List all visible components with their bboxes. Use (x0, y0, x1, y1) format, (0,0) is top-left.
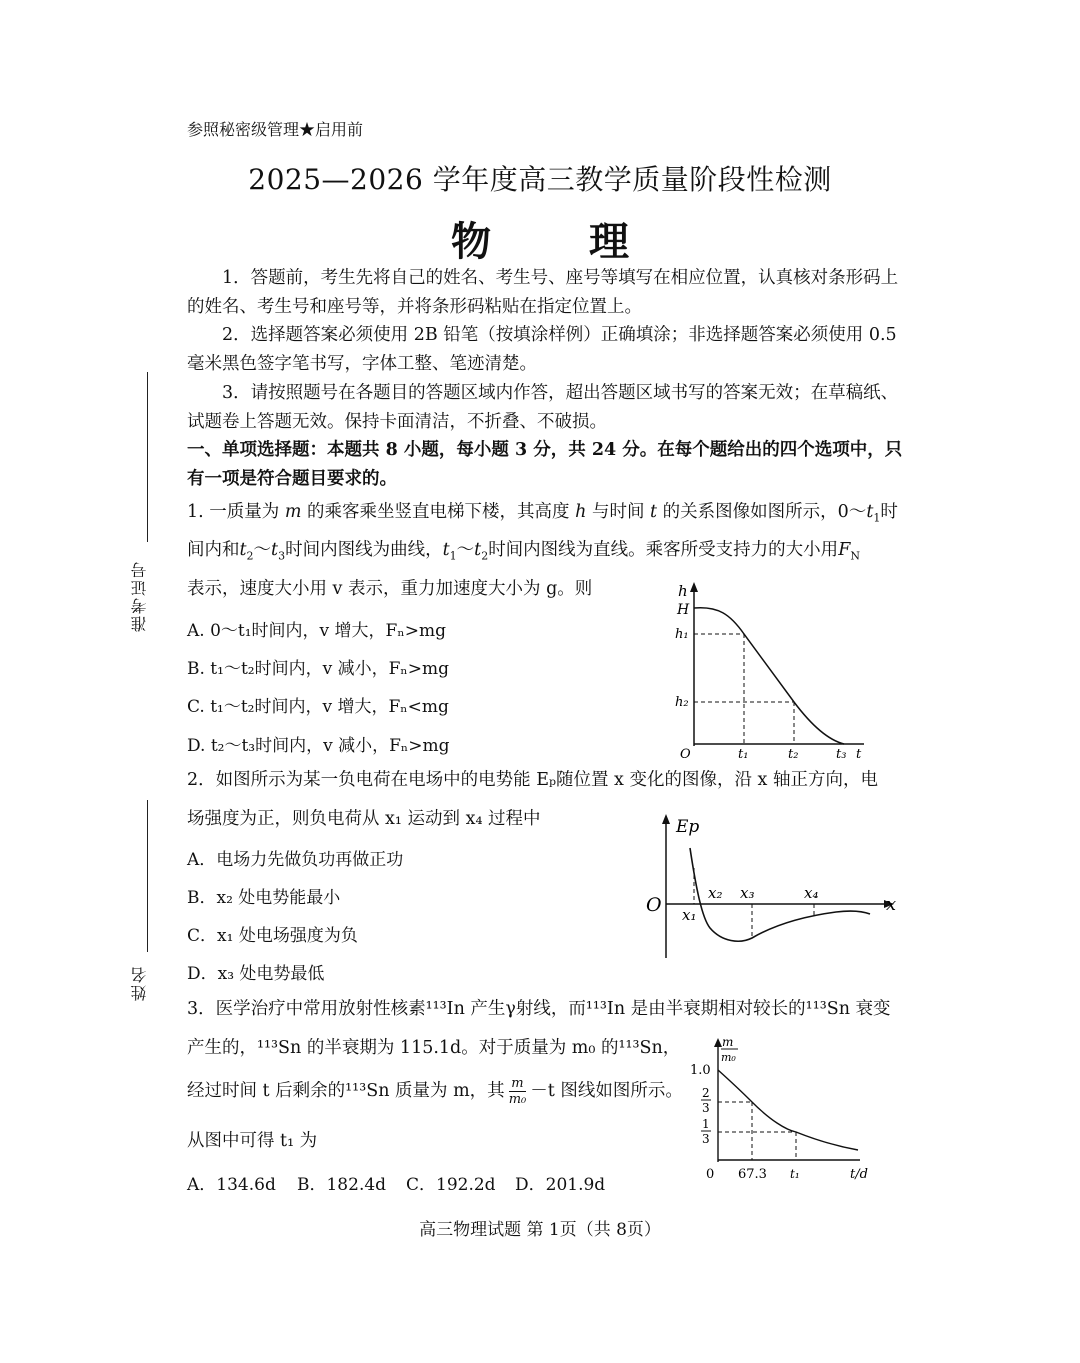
q1-tick-t: t (856, 747, 862, 760)
q1-y-arrow (690, 582, 698, 592)
q3-option-c[interactable]: C．192.2d (406, 1175, 496, 1195)
q1-stem-line2: 间内和$t_2\sim t_3$时间内图线为曲线，$t_1\sim t_2$时间内图线为直线。乘客所受支持力的大小用$F_N$ (187, 540, 860, 563)
q3-stem-line3: 经过时间 t 后剩余的¹¹³Sn 质量为 m，其 $\frac{m}{\text{m₀}}$ －t 图线如图所示。 (187, 1076, 683, 1107)
note-2: 2．选择题答案必须使用 2B 铅笔（按填涂样例）正确填涂；非选择题答案必须使用 0.5 毫米黑色签字笔书写，字体工整、笔迹清楚。 (187, 325, 897, 374)
q1-tick-t1: t₁ (738, 747, 749, 760)
q3-stem-line2: 产生的，¹¹³Sn 的半衰期为 115.1d。对于质量为 m₀ 的¹¹³Sn， (187, 1038, 681, 1058)
q1-option-a[interactable]: A. 0～t₁时间内，v 增大，Fₙ>mg (187, 621, 446, 641)
note-3: 3．请按照题号在各题目的答题区域内作答，超出答题区域书写的答案无效；在草稿纸、试题卷上答题无效。保持卡面清洁，不折叠、不破损。 (187, 383, 899, 432)
q3-option-d[interactable]: D．201.9d (515, 1175, 606, 1195)
name-label: 姓名 (130, 965, 149, 1001)
q1-tick-t3: t₃ (836, 747, 847, 760)
q3-tick-1: 1.0 (690, 1063, 711, 1078)
side-divider-line (147, 800, 148, 952)
q3-tick-2over3-den: 3 (702, 1101, 710, 1115)
q1-curve (694, 608, 844, 744)
q1-tick-h2: h₂ (675, 695, 689, 710)
secret-level-label: 参照秘密级管理★启用前 (187, 120, 364, 139)
note-1: 1．答题前，考生先将自己的姓名、考生号、座号等填写在相应位置，认真核对条形码上的姓名、考生号和座号等，并将条形码粘贴在指定位置上。 (187, 268, 899, 317)
q2-option-b[interactable]: B．x₂ 处电势能最小 (187, 888, 341, 908)
exam-id-label: 准考证号 (130, 560, 149, 632)
q3-y-arrow (714, 1038, 722, 1047)
q3-tick-t1: t₁ (790, 1167, 800, 1181)
q2-potential-energy-graph (636, 808, 906, 966)
q2-tick-x1: x₁ (682, 906, 697, 924)
q2-y-label: Ep (676, 817, 700, 837)
q3-tick-1over3-num: 1 (702, 1117, 710, 1131)
q2-tick-x2: x₂ (708, 884, 723, 902)
q1-stem-line3: 表示，速度大小用 v 表示，重力加速度大小为 g。则 (187, 579, 593, 599)
q3-mass-ratio-fraction: $\frac{m}{\text{m₀}}$ (508, 1076, 527, 1107)
q1-height-time-graph (668, 576, 878, 760)
side-divider-line (147, 372, 148, 542)
page-footer: 高三物理试题 第 1页（共 8页） (419, 1220, 661, 1240)
q2-stem-line2: 场强度为正，则负电荷从 x₁ 运动到 x₄ 过程中 (187, 809, 541, 829)
q2-option-c[interactable]: C．x₁ 处电场强度为负 (187, 926, 358, 946)
q1-option-c[interactable]: C. t₁～t₂时间内，v 增大，Fₙ<mg (187, 697, 449, 717)
q2-x-label: x (886, 894, 897, 915)
q2-tick-x4: x₄ (804, 884, 819, 902)
q1-tick-t2: t₂ (788, 747, 799, 760)
q3-tick-67: 67.3 (738, 1167, 767, 1182)
q3-tick-2over3-num: 2 (702, 1086, 710, 1100)
q1-tick-O: O (680, 747, 691, 760)
q2-option-a[interactable]: A．电场力先做负功再做正功 (187, 850, 404, 870)
q3-tick-0: 0 (706, 1167, 715, 1182)
q3-option-a[interactable]: A．134.6d (187, 1175, 276, 1195)
q1-tick-h1: h₁ (675, 627, 689, 642)
q3-stem-line4: 从图中可得 t₁ 为 (187, 1131, 318, 1151)
q3-stem-line1: 3．医学治疗中常用放射性核素¹¹³In 产生γ射线，而¹¹³In 是由半衰期相对较长的¹¹³Sn 衰变 (187, 999, 891, 1019)
q1-option-b[interactable]: B. t₁～t₂时间内，v 减小，Fₙ>mg (187, 659, 449, 679)
q1-tick-H: H (677, 602, 690, 618)
q3-curve (718, 1070, 858, 1150)
section-heading: 一、单项选择题：本题共 8 小题，每小题 3 分，共 24 分。在每个题给出的四个选项中，只有一项是符合题目要求的。 (187, 440, 903, 489)
q3-decay-graph (686, 1032, 876, 1184)
q3-y-label-num: m (722, 1035, 734, 1049)
q3-tick-1over3-den: 3 (702, 1132, 710, 1146)
q1-stem-line1: 1. 一质量为 m 的乘客乘坐竖直电梯下楼，其高度 h 与时间 t 的关系图像如图所示，$0\sim t_1$时 (187, 502, 898, 525)
q1-option-d[interactable]: D. t₂～t₃时间内，v 减小，Fₙ>mg (187, 736, 450, 756)
exam-title: 2025—2026 学年度高三教学质量阶段性检测 (248, 163, 832, 196)
q3-option-b[interactable]: B．182.4d (297, 1175, 387, 1195)
q2-y-arrow (662, 814, 670, 824)
q2-option-d[interactable]: D．x₃ 处电势最低 (187, 964, 325, 984)
q3-y-label-den: m₀ (721, 1051, 736, 1064)
q3-x-label: t/d (850, 1167, 868, 1182)
q1-y-label: h (678, 582, 688, 600)
q2-stem-line1: 2．如图所示为某一负电荷在电场中的电势能 Eₚ随位置 x 变化的图像，沿 x 轴正方向，电 (187, 770, 878, 790)
q2-origin: O (646, 894, 662, 916)
q2-tick-x3: x₃ (740, 884, 755, 902)
subject-title: 物 理 (451, 218, 671, 265)
